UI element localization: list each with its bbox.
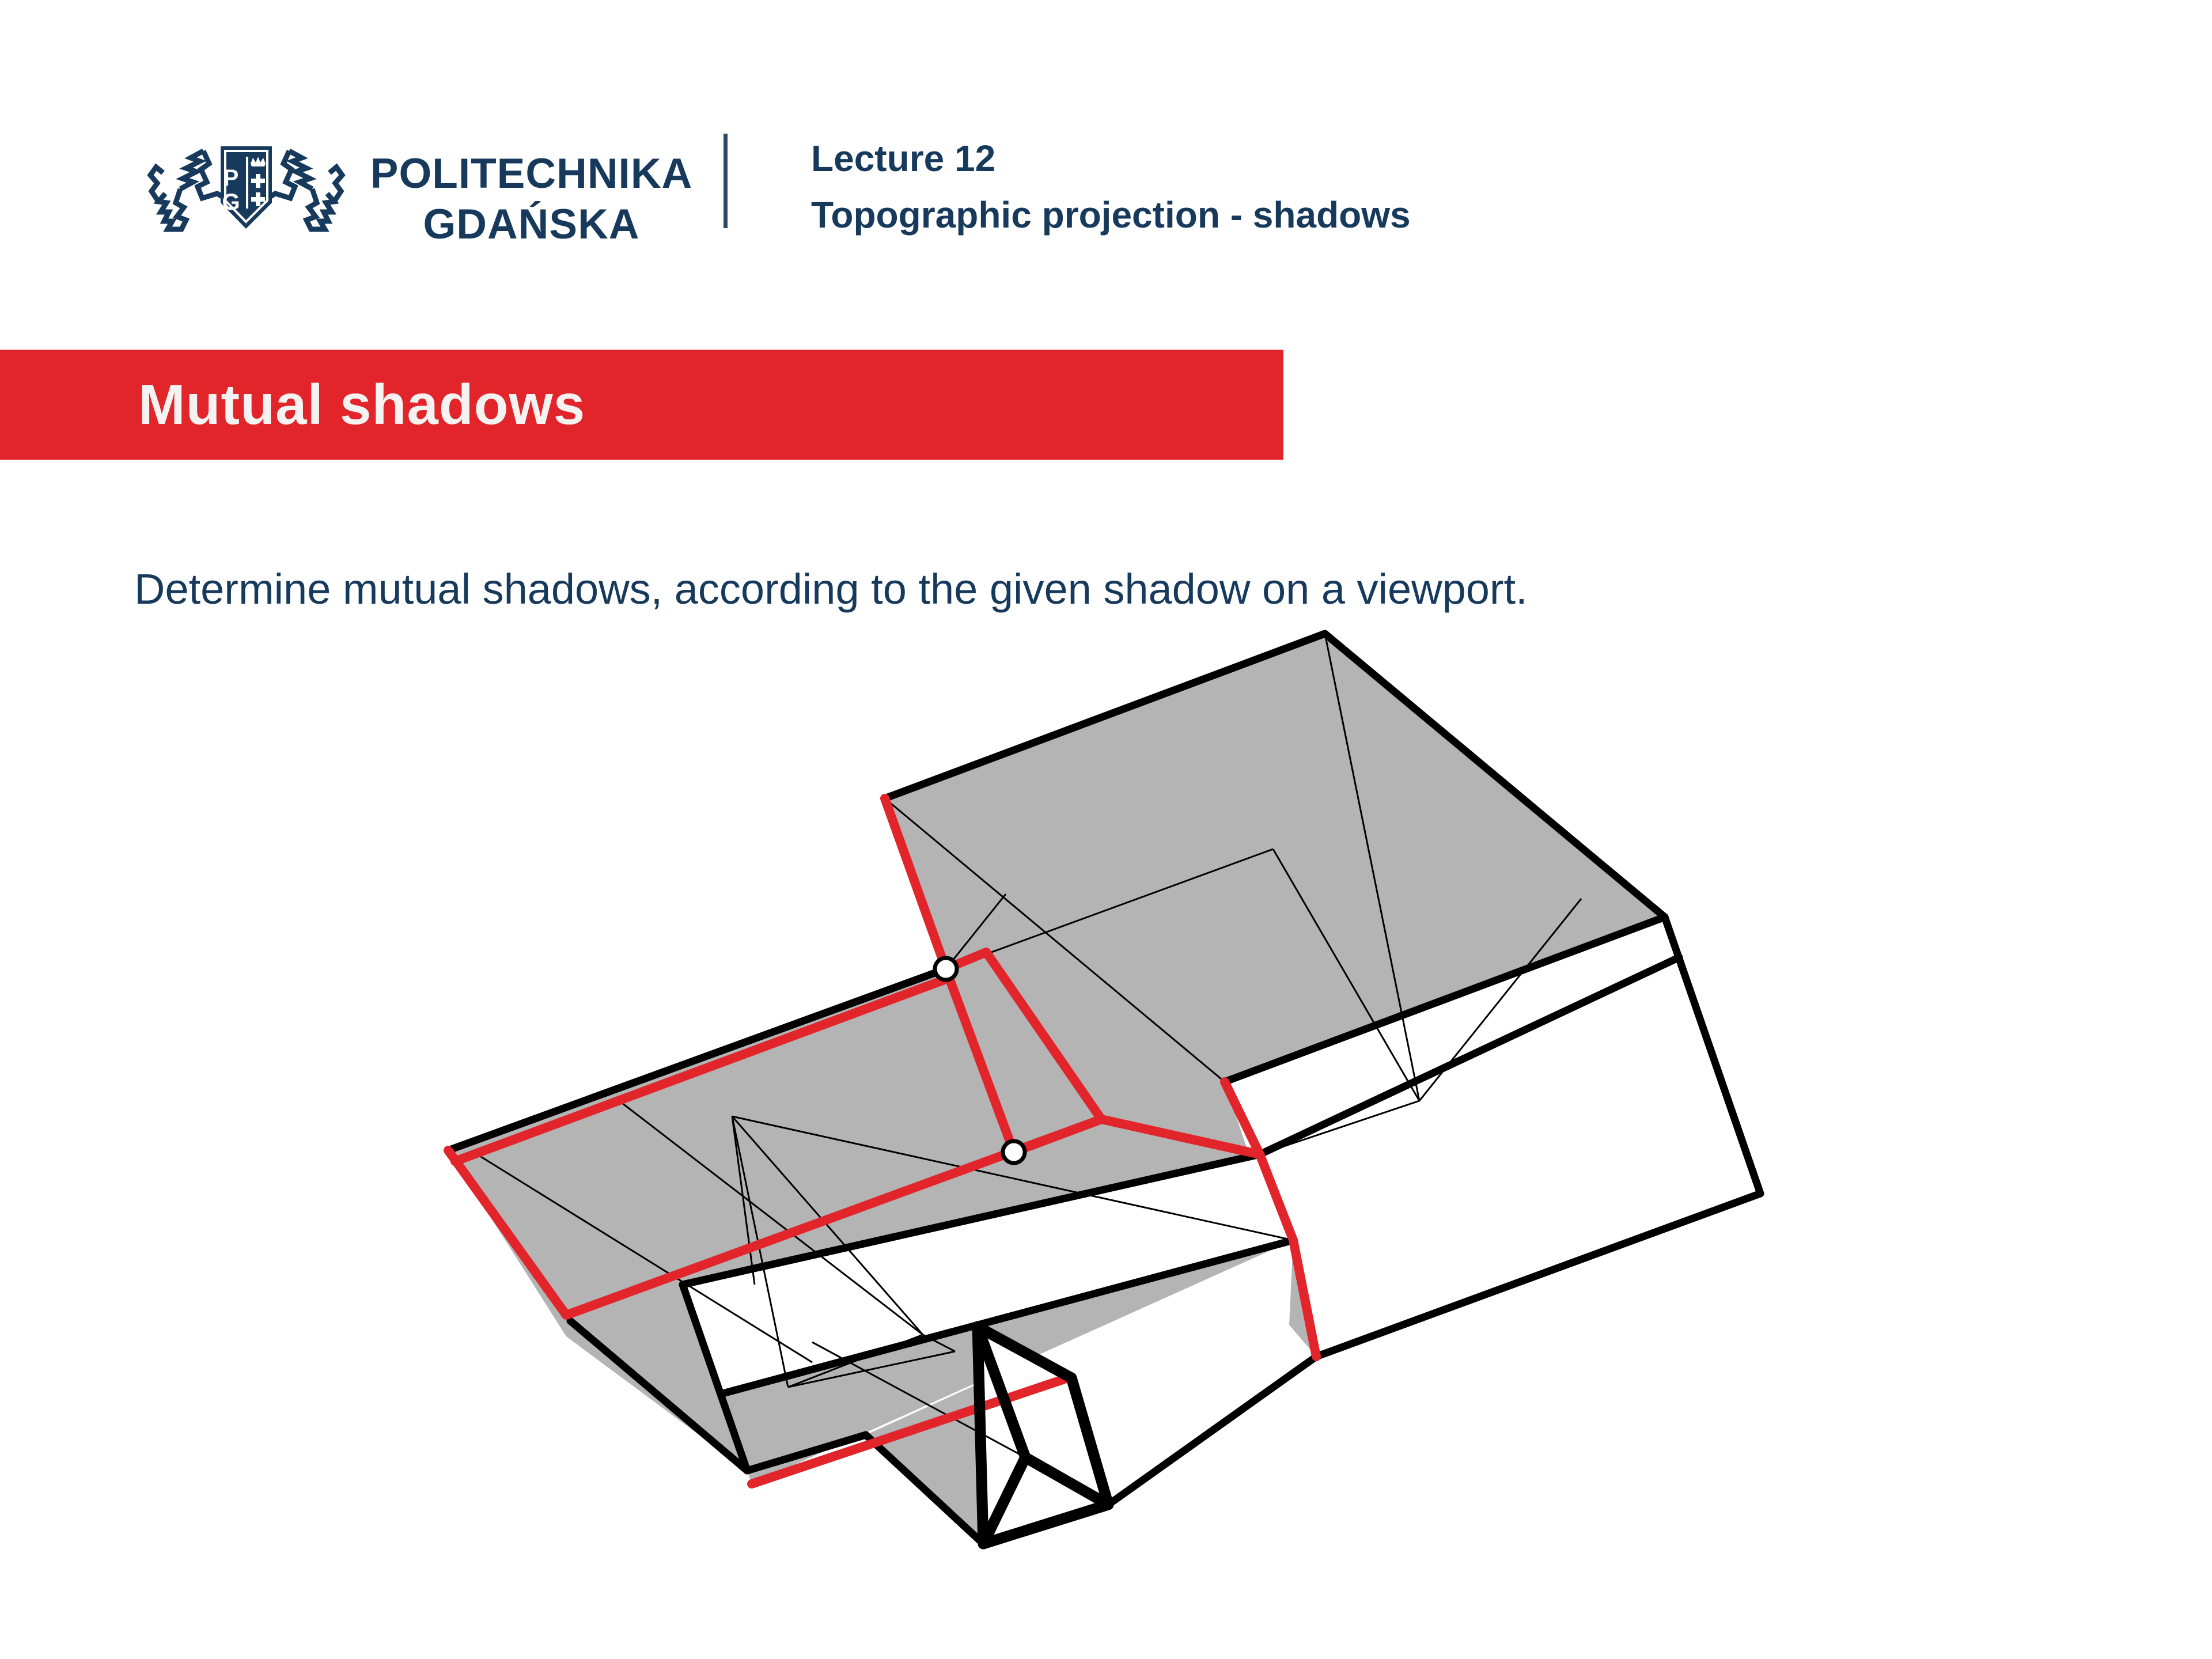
shadow-base-to-small-prism — [1108, 1357, 1316, 1505]
lecture-topic: Topographic projection - shadows — [811, 194, 1411, 236]
construction-point-2 — [1003, 1141, 1025, 1163]
task-description: Determine mutual shadows, according to the given shadow on a viewport. — [134, 565, 1528, 613]
university-name-line2: GDAŃSKA — [423, 201, 640, 248]
section-title: Mutual shadows — [138, 373, 586, 436]
shield-letter-p: P — [223, 165, 239, 191]
shield-letter-g: G — [222, 190, 240, 215]
construction-point-1 — [935, 958, 957, 980]
university-name-line1: POLITECHNIKA — [370, 150, 693, 197]
lecture-number: Lecture 12 — [811, 138, 996, 179]
